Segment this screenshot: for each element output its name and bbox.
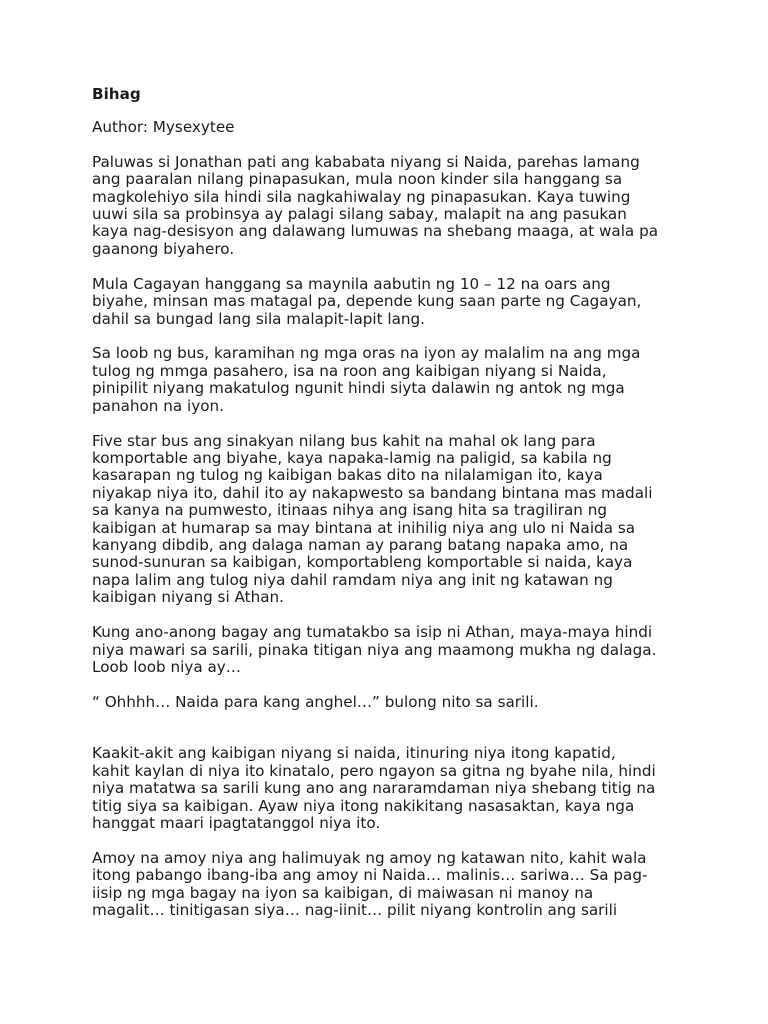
paragraph-line: kahit kaylan di niya ito kinatalo, pero ngayon sa gitna ng byahe nila, hindi: [92, 761, 656, 780]
paragraph-line: kaibigan at humarap sa may bintana at inihilig niya ang ulo ni Naida sa: [92, 518, 636, 537]
paragraph: [92, 433, 692, 607]
paragraph-line: sunod-sunuran sa kaibigan, komportableng komportable si naida, kaya: [92, 553, 633, 572]
paragraph: [92, 624, 692, 676]
paragraph-line: uuwi sila sa probinsya ay palagi silang sabay, malapit na ang pasukan: [92, 205, 627, 224]
paragraph-line: Mula Cagayan hanggang sa maynila aabutin ng 10 – 12 na oars ang: [92, 274, 611, 293]
paragraph-line: tulog ng mmga pasahero, isa na roon ang kaibigan niyang si Naida,: [92, 361, 607, 380]
paragraph-line: hanggat maari ipagtatanggol niya ito.: [92, 813, 381, 832]
paragraph-line: magkolehiyo sila hindi sila nagkahiwalay ng pinapasukan. Kaya tuwing: [92, 187, 631, 206]
paragraph-line: napa lalim ang tulog niya dahil ramdam niya ang init ng katawan ng: [92, 570, 613, 589]
paragraph: [92, 850, 692, 920]
paragraph: [92, 694, 692, 711]
paragraph-line: Five star bus ang sinakyan nilang bus kahit na mahal ok lang para: [92, 431, 596, 450]
paragraph-line: biyahe, minsan mas matagal pa, depende kung saan parte ng Cagayan,: [92, 292, 642, 311]
paragraph: [92, 345, 692, 415]
paragraph-line: panahon na iyon.: [92, 396, 224, 415]
paragraph: [92, 276, 692, 328]
document-page: [92, 86, 692, 937]
paragraph-line: iisip ng mga bagay na iyon sa kaibigan, di maiwasan ni manoy na: [92, 883, 594, 902]
paragraph-line: Kung ano-anong bagay ang tumatakbo sa isip ni Athan, maya-maya hindi: [92, 623, 653, 642]
paragraph: [92, 154, 692, 258]
paragraph-line: magalit… tinitigasan siya… nag-iinit… pilit niyang kontrolin ang sarili: [92, 901, 618, 920]
paragraph-line: Paluwas si Jonathan pati ang kababata niyang si Naida, parehas lamang: [92, 152, 640, 171]
paragraph: [92, 745, 692, 832]
paragraph-line: kanyang dibdib, ang dalaga naman ay parang batang napaka amo, na: [92, 536, 629, 555]
paragraph-line: niya matatwa sa sarili kung ano ang nararamdaman niya shebang titig na: [92, 779, 656, 798]
paragraph-line: kaya nag-desisyon ang dalawang lumuwas na shebang maaga, at wala pa: [92, 222, 659, 241]
paragraph-line: kaibigan niyang si Athan.: [92, 588, 284, 607]
document-author: Author: Mysexytee: [92, 118, 235, 137]
paragraph-line: titig siya sa kaibigan. Ayaw niya itong nakikitang nasasaktan, kaya nga: [92, 796, 635, 815]
document-title: Bihag: [92, 85, 141, 103]
paragraph-line: komportable ang biyahe, kaya napaka-lamig na paligid, sa kabila ng: [92, 449, 612, 467]
paragraph-line: Kaakit-akit ang kaibigan niyang si naida, itinuring niya itong kapatid,: [92, 744, 616, 763]
document-body: [92, 154, 692, 920]
paragraph-line: Loob loob niya ay…: [92, 657, 241, 676]
paragraph-line: ang paaralan nilang pinapasukan, mula noon kinder sila hanggang sa: [92, 170, 623, 189]
paragraph-line: Amoy na amoy niya ang halimuyak ng amoy ng katawan nito, kahit wala: [92, 848, 647, 867]
paragraph-line: niya mawari sa sarili, pinaka titigan niya ang maamong mukha ng dalaga.: [92, 640, 657, 659]
paragraph-line: itong pabango ibang-iba ang amoy ni Naida… malinis… sariwa… Sa pag-: [92, 866, 648, 885]
paragraph-line: gaanong biyahero.: [92, 239, 235, 258]
paragraph-line: “ Ohhhh… Naida para kang anghel…” bulong nito sa sarili.: [92, 692, 539, 711]
paragraph-line: kasarapan ng tulog ng kaibigan bakas dito na nilalamigan ito, kaya: [92, 466, 603, 485]
paragraph-line: Sa loob ng bus, karamihan ng mga oras na iyon ay malalim na ang mga: [92, 344, 641, 363]
paragraph-line: pinipilit niyang makatulog ngunit hindi siyta dalawin ng antok ng mga: [92, 379, 625, 398]
paragraph-line: dahil sa bungad lang sila malapit-lapit lang.: [92, 309, 426, 328]
paragraph-line: sa kanya na pumwesto, itinaas nihya ang isang hita sa tragiliran ng: [92, 501, 607, 520]
paragraph-line: niyakap niya ito, dahil ito ay nakapwesto sa bandang bintana mas madali: [92, 483, 653, 502]
